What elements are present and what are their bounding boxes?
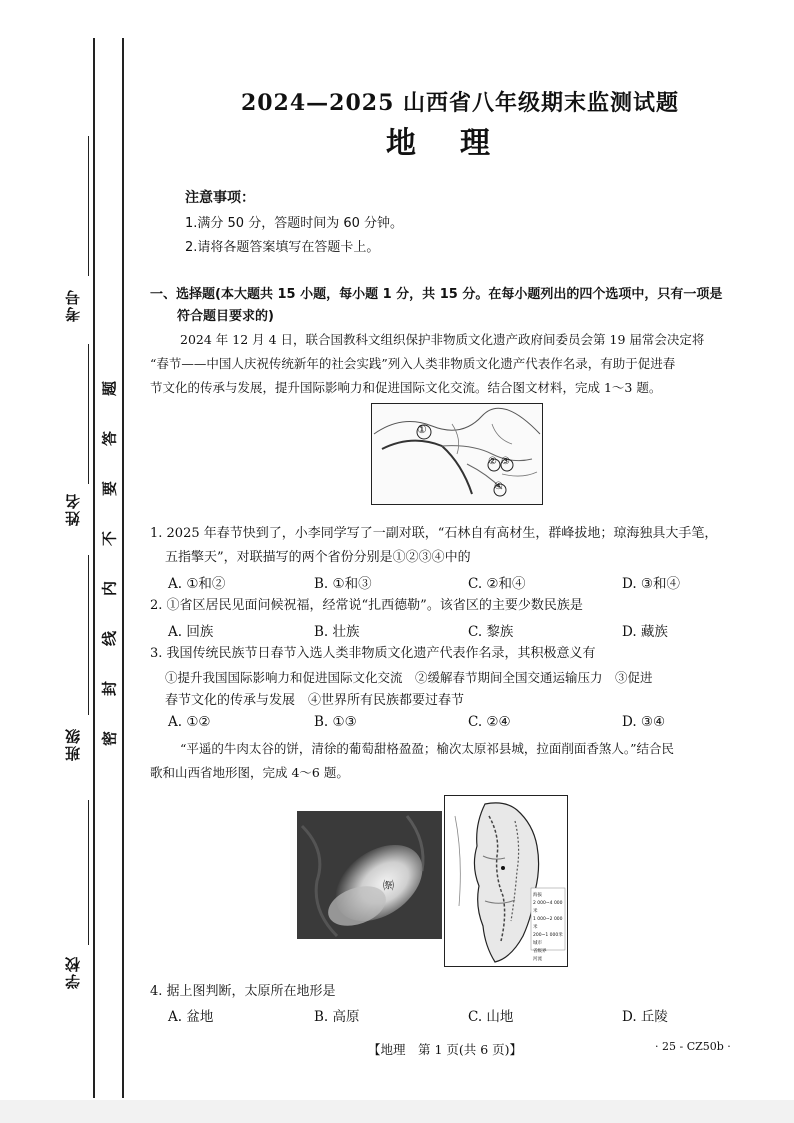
note-item: 2.请将各题答案填写在答题卡上。 <box>185 240 380 255</box>
intro-paragraph: “春节——中国人庆祝传统新年的社会实践”列入人类非物质文化遗产代表作名录，有助于促进春 <box>150 356 676 371</box>
legend-item: 河流 <box>533 957 542 962</box>
option-d[interactable]: D. 丘陵 <box>622 1009 668 1025</box>
seal-char: 题 <box>100 381 119 397</box>
legend-item: 1 000~2 000米 <box>533 917 563 930</box>
question-3-stem: 3. 我国传统民族节日春节入选人类非物质文化遗产代表作名录，其积极意义有 <box>150 646 596 661</box>
binding-line-inner <box>122 38 124 1098</box>
map-label: ② <box>488 456 497 467</box>
name-line <box>88 344 89 484</box>
exam-title: 2024—2025 山西省八年级期末监测试题 <box>240 90 680 116</box>
subject-title: 地理 <box>386 126 534 161</box>
option-b[interactable]: B. ①③ <box>314 714 357 730</box>
map-label: ① <box>417 423 427 436</box>
seal-char: 内 <box>100 581 119 597</box>
question-3-stem-cont: 春节文化的传承与发展 ④世界所有民族都要过春节 <box>165 693 465 708</box>
map-label: ③ <box>501 456 510 467</box>
legend-item: 城市 <box>533 941 542 946</box>
question-2-stem: 2. ①省区居民见面问候祝福，经常说“扎西德勒”。该省区的主要少数民族是 <box>150 598 583 613</box>
seal-char: 线 <box>100 631 119 647</box>
legend-item: 省级界 <box>533 949 547 954</box>
option-a[interactable]: A. 盆地 <box>168 1009 214 1025</box>
option-c[interactable]: C. ②④ <box>468 714 511 730</box>
option-a[interactable]: A. ①和② <box>168 576 226 592</box>
photo-label: ㉀ <box>383 879 394 892</box>
map-legend <box>533 892 567 964</box>
section-heading-cont: 符合题目要求的) <box>177 309 274 324</box>
exam-number-label: 考号 <box>64 288 82 322</box>
question-1-options <box>168 572 788 594</box>
map-label: ④ <box>494 481 503 492</box>
binding-line-outer <box>93 38 95 1098</box>
bottom-strip <box>0 1100 794 1123</box>
section-heading: 一、选择题(本大题共 15 小题，每小题 1 分，共 15 分。在每小题列出的四个选项中，只有一项是 <box>150 287 723 302</box>
intro-paragraph: 2024 年 12 月 4 日，联合国教科文组织保护非物质文化遗产政府间委员会第 19 届常会决定将 <box>180 332 705 347</box>
china-map-drawing <box>372 404 542 504</box>
legend-item: 200~1 000米 <box>533 933 563 938</box>
question-4-options <box>168 1005 788 1027</box>
class-label: 班级 <box>64 727 82 761</box>
intro-paragraph: 节文化的传承与发展，提升国际影响力和促进国际文化交流。结合图文材料，完成 1～3 题。 <box>150 380 662 395</box>
option-a[interactable]: A. ①② <box>168 714 211 730</box>
option-d[interactable]: D. ③和④ <box>622 576 681 592</box>
school-line <box>88 800 89 945</box>
question-4-stem: 4. 据上图判断，太原所在地形是 <box>150 984 336 999</box>
seal-char: 答 <box>100 431 119 447</box>
folk-song-intro: “平遥的牛肉太谷的饼，清徐的葡萄甜格盈盈；榆次太原祁县城，拉面削面香煞人。”结合民 <box>180 741 675 756</box>
question-1-stem-cont: 五指擎天”，对联描写的两个省份分别是①②③④中的 <box>165 550 471 565</box>
folk-song-intro-cont: 歌和山西省地形图，完成 4～6 题。 <box>150 765 349 780</box>
paper-code: · 25 - CZ50b · <box>655 1040 731 1053</box>
page-info: 【地理 第 1 页(共 6 页)】 <box>368 1042 523 1057</box>
option-b[interactable]: B. 高原 <box>314 1009 360 1025</box>
option-d[interactable]: D. ③④ <box>622 714 666 730</box>
exam-number-line <box>88 136 89 276</box>
option-b[interactable]: B. 壮族 <box>314 624 360 640</box>
option-c[interactable]: C. ②和④ <box>468 576 526 592</box>
name-label: 姓名 <box>64 492 82 526</box>
seal-char: 要 <box>100 481 119 497</box>
school-label: 学校 <box>64 955 82 989</box>
terrain-photo-drawing <box>297 811 442 939</box>
question-1-stem: 1. 2025 年春节快到了，小李同学写了一副对联，“石林自有高材生，群峰拔地；琼海独具大手笔， <box>150 526 718 541</box>
seal-char: 不 <box>100 531 119 547</box>
terrain-photo <box>297 811 442 939</box>
option-c[interactable]: C. 山地 <box>468 1009 514 1025</box>
question-2-options <box>168 620 788 642</box>
question-3-stem-cont: ①提升我国国际影响力和促进国际文化交流 ②缓解春节期间全国交通运输压力 ③促进 <box>165 670 653 685</box>
legend-item: 2 000~4 000米 <box>533 901 563 914</box>
seal-char: 密 <box>100 731 119 747</box>
option-a[interactable]: A. 回族 <box>168 624 214 640</box>
class-line <box>88 555 89 715</box>
seal-char: 封 <box>100 681 119 697</box>
shanxi-terrain-map <box>444 795 568 967</box>
notes-heading: 注意事项： <box>185 190 255 206</box>
option-d[interactable]: D. 藏族 <box>622 624 668 640</box>
china-map-figure <box>371 403 543 505</box>
option-c[interactable]: C. 黎族 <box>468 624 514 640</box>
option-b[interactable]: B. ①和③ <box>314 576 372 592</box>
question-3-options <box>168 714 788 736</box>
legend-title: 海拔 <box>533 893 542 898</box>
note-item: 1.满分 50 分，答题时间为 60 分钟。 <box>185 216 404 231</box>
